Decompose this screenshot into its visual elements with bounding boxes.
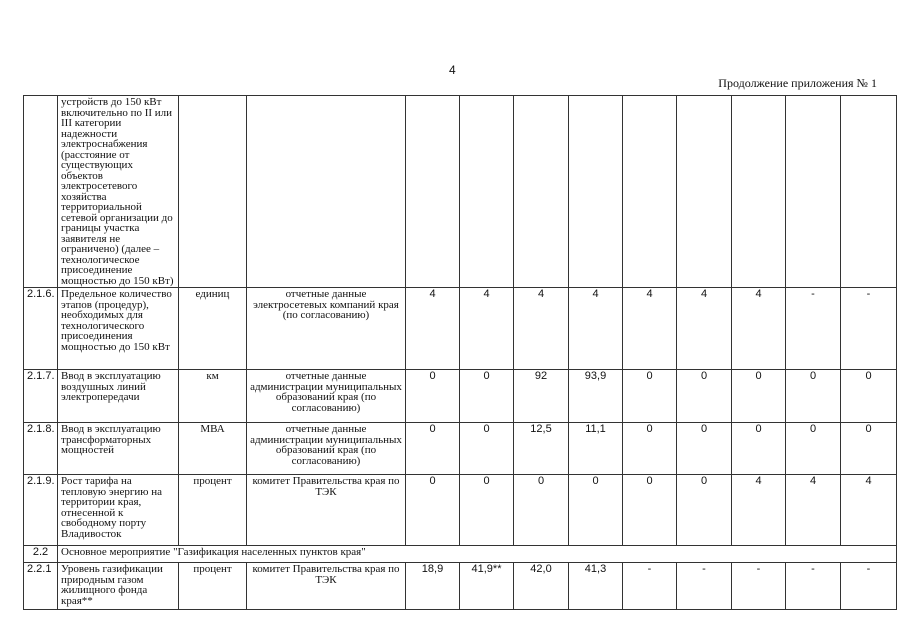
unit-cell: км: [179, 370, 247, 423]
value-cell: 0: [841, 423, 897, 475]
value-cell: 0: [677, 475, 732, 546]
value-cell: [677, 96, 732, 288]
value-cell: -: [732, 563, 786, 610]
value-cell: 0: [623, 423, 677, 475]
indicators-table: [23, 95, 897, 610]
indicator-name: Уровень газификации природным газом жилищного фонда края**: [58, 563, 179, 610]
row-number: [24, 96, 58, 288]
value-cell: 0: [460, 475, 514, 546]
value-cell: 4: [677, 288, 732, 370]
source-cell: комитет Правительства края по ТЭК: [247, 475, 406, 546]
table-row: [24, 370, 897, 423]
row-number: 2.1.9.: [24, 475, 58, 546]
source-cell: [247, 96, 406, 288]
row-number: 2.1.7.: [24, 370, 58, 423]
page-number: 4: [449, 63, 456, 77]
value-cell: -: [786, 288, 841, 370]
unit-cell: [179, 96, 247, 288]
value-cell: 93,9: [569, 370, 623, 423]
value-cell: [732, 96, 786, 288]
value-cell: [569, 96, 623, 288]
row-number: 2.2.1: [24, 563, 58, 610]
value-cell: 0: [406, 423, 460, 475]
row-number: 2.1.6.: [24, 288, 58, 370]
value-cell: -: [841, 563, 897, 610]
continuation-title: Продолжение приложения № 1: [718, 76, 877, 90]
indicator-name: Ввод в эксплуатацию воздушных линий электропередачи: [58, 370, 179, 423]
value-cell: 12,5: [514, 423, 569, 475]
value-cell: 4: [406, 288, 460, 370]
value-cell: 42,0: [514, 563, 569, 610]
value-cell: 0: [786, 370, 841, 423]
value-cell: 4: [569, 288, 623, 370]
source-cell: комитет Правительства края по ТЭК: [247, 563, 406, 610]
value-cell: 0: [732, 370, 786, 423]
value-cell: [786, 96, 841, 288]
value-cell: 0: [677, 370, 732, 423]
value-cell: 0: [732, 423, 786, 475]
source-cell: отчетные данные администрации муниципальных образований края (по согласованию): [247, 423, 406, 475]
value-cell: 4: [623, 288, 677, 370]
value-cell: 0: [623, 475, 677, 546]
value-cell: 18,9: [406, 563, 460, 610]
value-cell: 0: [460, 423, 514, 475]
value-cell: 0: [406, 475, 460, 546]
source-cell: отчетные данные электросетевых компаний края (по согласованию): [247, 288, 406, 370]
value-cell: 4: [841, 475, 897, 546]
value-cell: [841, 96, 897, 288]
indicator-name: устройств до 150 кВт включительно по II или III категории надежности электроснабжения (расстояние от существующих объектов электросетевого хозяйства территориальной сетевой организации до границы участка заявителя не ограничено) (далее – технологическое присоединение мощностью до 150 кВт): [58, 96, 179, 288]
value-cell: 4: [514, 288, 569, 370]
value-cell: 0: [514, 475, 569, 546]
table-row: [24, 475, 897, 546]
value-cell: 0: [569, 475, 623, 546]
table-row: [24, 423, 897, 475]
value-cell: -: [841, 288, 897, 370]
section-title: Основное мероприятие "Газификация населенных пунктов края": [58, 546, 897, 563]
value-cell: -: [677, 563, 732, 610]
value-cell: 41,3: [569, 563, 623, 610]
indicator-name: Предельное количество этапов (процедур), необходимых для технологического присоединения мощностью до 150 кВт: [58, 288, 179, 370]
unit-cell: процент: [179, 563, 247, 610]
value-cell: 0: [623, 370, 677, 423]
value-cell: 41,9**: [460, 563, 514, 610]
table-row: [24, 288, 897, 370]
unit-cell: МВА: [179, 423, 247, 475]
source-cell: отчетные данные администрации муниципальных образований края (по согласованию): [247, 370, 406, 423]
section-number: 2.2: [24, 546, 58, 563]
value-cell: 0: [406, 370, 460, 423]
value-cell: 0: [841, 370, 897, 423]
value-cell: 0: [460, 370, 514, 423]
value-cell: 11,1: [569, 423, 623, 475]
value-cell: [460, 96, 514, 288]
indicator-name: Ввод в эксплуатацию трансформаторных мощностей: [58, 423, 179, 475]
value-cell: 0: [677, 423, 732, 475]
table-row: [24, 563, 897, 610]
value-cell: 4: [732, 475, 786, 546]
value-cell: -: [786, 563, 841, 610]
value-cell: [623, 96, 677, 288]
value-cell: -: [623, 563, 677, 610]
value-cell: 4: [732, 288, 786, 370]
value-cell: 0: [786, 423, 841, 475]
value-cell: [406, 96, 460, 288]
unit-cell: единиц: [179, 288, 247, 370]
value-cell: 4: [786, 475, 841, 546]
section-row: [24, 546, 897, 563]
table-row: [24, 96, 897, 288]
value-cell: 92: [514, 370, 569, 423]
value-cell: [514, 96, 569, 288]
row-number: 2.1.8.: [24, 423, 58, 475]
value-cell: 4: [460, 288, 514, 370]
unit-cell: процент: [179, 475, 247, 546]
indicator-name: Рост тарифа на тепловую энергию на территории края, отнесенной к свободному порту Владивосток: [58, 475, 179, 546]
